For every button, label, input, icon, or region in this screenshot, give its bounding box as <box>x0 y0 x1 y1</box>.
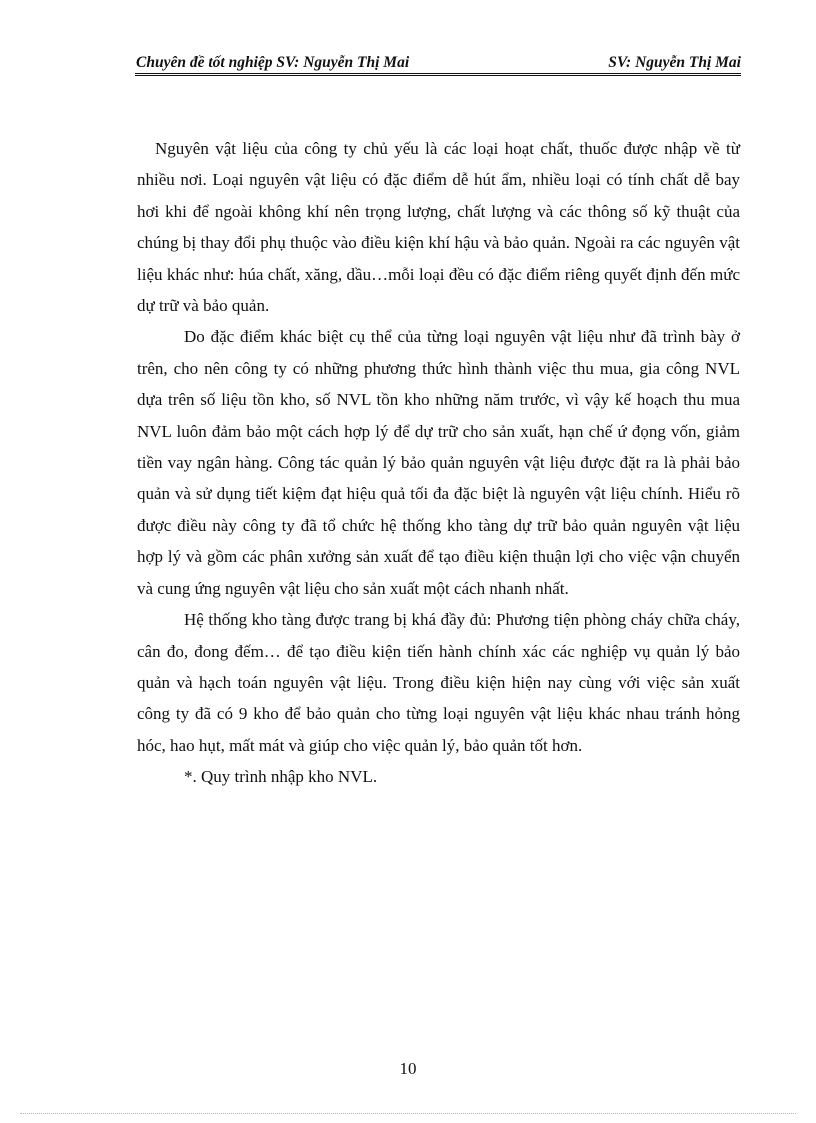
page-number: 10 <box>399 1059 417 1078</box>
paragraph-materials: Nguyên vật liệu của công ty chủ yếu là các loại hoạt chất, thuốc được nhập về từ nhiều nơi. Loại nguyên vật liệu có đặc điểm dễ hút ẩm, nhiều loại có tính chất dễ bay hơi khi để ngoài không khí nên trọng lượng, chất lượng và các thông số kỹ thuật của chúng bị thay đổi phụ thuộc vào điều kiện khí hậu và bảo quản. Ngoài ra các nguyên vật liệu khác như: húa chất, xăng, dầu…mỗi loại đều có đặc điểm riêng quyết định đến mức dự trữ và bảo quản. <box>137 139 740 316</box>
header-document-title: Chuyên đề tốt nghiệp SV: Nguyễn Thị Mai <box>136 54 410 71</box>
document-body <box>137 133 740 793</box>
page-header <box>135 50 741 76</box>
footer-divider <box>20 1113 796 1114</box>
header-divider <box>135 73 741 76</box>
header-author: SV: Nguyễn Thị Mai <box>608 54 741 71</box>
paragraph-purchasing: Do đặc điểm khác biệt cụ thể của từng loại nguyên vật liệu như đã trình bày ở trên, cho nên công ty có những phương thức hình thành việc thu mua, gia công NVL dựa trên số liệu tồn kho, số NVL tồn kho những năm trước, vì vậy kế hoạch thu mua NVL luôn đảm bảo một cách hợp lý để dự trữ cho sản xuất, hạn chế ứ đọng vốn, giảm tiền vay ngân hàng. Công tác quản lý bảo quản nguyên vật liệu được đặt ra là phải bảo quản và sử dụng tiết kiệm đạt hiệu quả tối đa đặc biệt là nguyên vật liệu chính. Hiểu rõ được điều này công ty đã tổ chức hệ thống kho tàng dự trữ bảo quản nguyên vật liệu hợp lý và gồm các phân xưởng sản xuất để tạo điều kiện thuận lợi cho việc vận chuyển và cung ứng nguyên vật liệu cho sản xuất một cách nhanh nhất. <box>137 327 740 598</box>
paragraph-warehouse-system: Hệ thống kho tàng được trang bị khá đầy đủ: Phương tiện phòng cháy chữa cháy, cân đo, đong đếm… để tạo điều kiện tiến hành chính xác các nghiệp vụ quản lý bảo quản và hạch toán nguyên vật liệu. Trong điều kiện hiện nay cùng với việc sản xuất công ty đã có 9 kho để bảo quản cho từng loại nguyên vật liệu khác nhau tránh hỏng hóc, hao hụt, mất mát và giúp cho việc quản lý, bảo quản tốt hơn. <box>137 610 740 755</box>
section-heading-import-process: *. Quy trình nhập kho NVL. <box>184 767 378 787</box>
